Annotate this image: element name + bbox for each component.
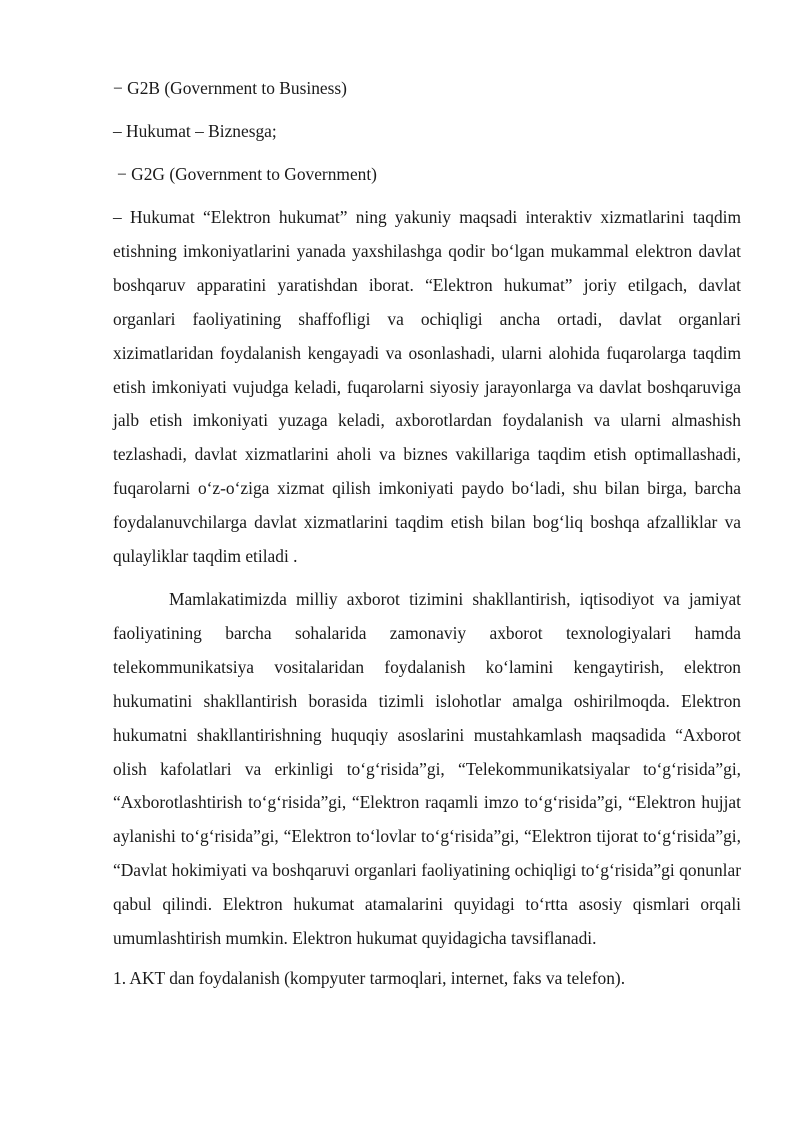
numbered-item-1: 1. AKT dan foydalanish (kompyuter tarmoqlari, internet, faks va telefon). — [113, 967, 626, 988]
paragraph-elektron-hukumat-goal: – Hukumat “Elektron hukumat” ning yakuniy maqsadi interaktiv xizmatlarini taqdim etishning imkoniyatlarini yanada yaxshilashga qodir bo‘lgan mukammal elektron davlat boshqaruv apparatini yaratishdan iborat. “Elektron hukumat” joriy etilgach, davlat organlari faoliyatining shaffofligi va ochiqligi ancha ortadi, davlat organlari xizimatlaridan foydalanish kengayadi va osonlashadi, ularni alohida fuqarolarga taqdim etish imkoniyati vujudga keladi, fuqarolarni siyosiy jarayonlarga va davlat boshqaruviga jalb etish imkoniyati yuzaga keladi, axborotlardan foydalanish va ularni almashish tezlashadi, davlat xizmatlarini aholi va biznes vakillariga taqdim etish optimallashadi, fuqarolarni o‘z-o‘ziga xizmat qilish imkoniyati paydo bo‘ladi, shu bilan birga, barcha foydalanuvchilarga davlat xizmatlarini taqdim etish bilan bog‘liq boshqa afzalliklar va qulayliklar taqdim etiladi . — [113, 207, 741, 567]
paragraph-national-info-system: Mamlakatimizda milliy axborot tizimini shakllantirish, iqtisodiyot va jamiyat faoliyatining barcha sohalarida zamonaviy axborot texnologiyalari hamda telekommunikatsiya vositalaridan foydalanish ko‘lamini kengaytirish, elektron hukumatini shakllantirish borasida tizimli islohotlar amalga oshirilmoqda. Elektron hukumatni shakllantirishning huquqiy asoslarini mustahkamlash maqsadida “Axborot olish kafolatlari va erkinligi to‘g‘risida”gi, “Telekommunikatsiyalar to‘g‘risida”gi, “Axborotlashtirish to‘g‘risida”gi, “Elektron raqamli imzo to‘g‘risida”gi, “Elektron hujjat aylanishi to‘g‘risida”gi, “Elektron to‘lovlar to‘g‘risida”gi, “Elektron tijorat to‘g‘risida”gi, “Davlat hokimiyati va boshqaruvi organlari faoliyatining ochiqligi to‘g‘risida”gi qonunlar qabul qilindi. Elektron hukumat atamalarini quyidagi to‘rtta asosiy qismlari orqali umumlashtirish mumkin. Elektron hukumat quyidagicha tavsiflanadi. — [113, 588, 741, 949]
list-item-g2b: − G2B (Government to Business) — [113, 78, 347, 98]
document-body — [113, 74, 741, 995]
list-item-hukumat-biznesga: – Hukumat – Biznesga; — [113, 121, 277, 141]
list-item-g2g: − G2G (Government to Government) — [117, 164, 377, 184]
